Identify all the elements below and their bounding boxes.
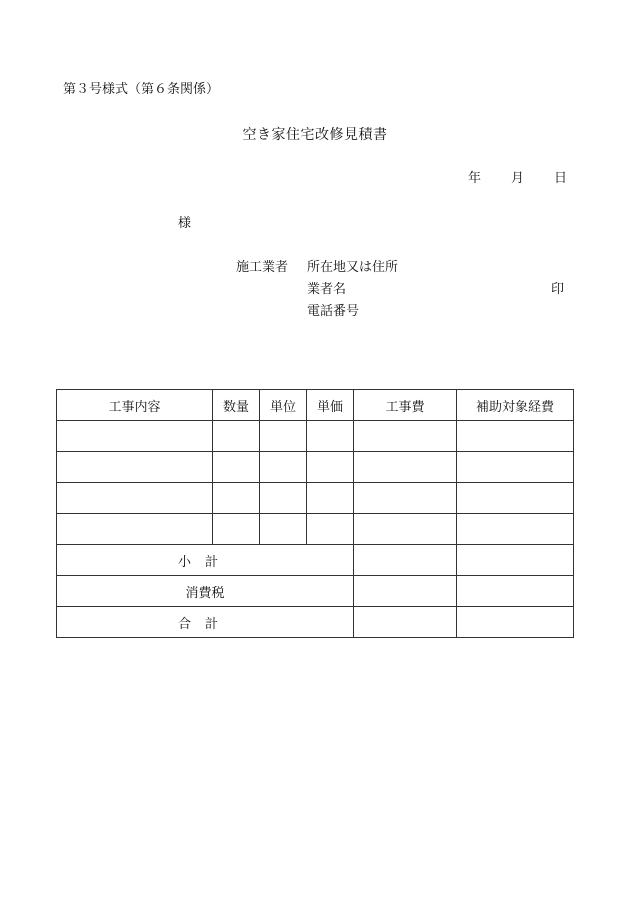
table-row (57, 514, 574, 545)
subtotal-eligible-cell[interactable] (457, 545, 574, 576)
tax-eligible-cell[interactable] (457, 576, 574, 607)
table-cell[interactable] (457, 421, 574, 452)
date-line (468, 172, 567, 185)
header-unit: 単位 (260, 390, 307, 421)
table-cell[interactable] (354, 483, 457, 514)
seal-mark: 印 (551, 282, 565, 297)
table-cell[interactable] (57, 514, 213, 545)
total-label: 合計 (57, 607, 354, 638)
table-cell[interactable] (260, 514, 307, 545)
table-row (57, 483, 574, 514)
address-label: 所在地又は住所 (307, 260, 399, 275)
table-cell[interactable] (57, 421, 213, 452)
tax-label: 消費税 (57, 576, 354, 607)
subtotal-row (57, 545, 574, 576)
contractor-label: 施工業者 (236, 260, 289, 275)
table-cell[interactable] (457, 452, 574, 483)
estimate-table (56, 389, 574, 638)
table-cell[interactable] (213, 514, 260, 545)
header-eligible-cost: 補助対象経費 (457, 390, 574, 421)
table-cell[interactable] (307, 452, 354, 483)
table-cell[interactable] (354, 514, 457, 545)
table-cell[interactable] (213, 452, 260, 483)
header-unit-price: 単価 (307, 390, 354, 421)
total-row (57, 607, 574, 638)
subtotal-cost-cell[interactable] (354, 545, 457, 576)
table-cell[interactable] (457, 514, 574, 545)
table-cell[interactable] (354, 421, 457, 452)
document-title: 空き家住宅改修見積書 (242, 127, 388, 143)
table-cell[interactable] (213, 421, 260, 452)
table-cell[interactable] (57, 452, 213, 483)
table-cell[interactable] (260, 483, 307, 514)
tax-cost-cell[interactable] (354, 576, 457, 607)
table-cell[interactable] (307, 514, 354, 545)
table-row (57, 452, 574, 483)
table-cell[interactable] (57, 483, 213, 514)
table-cell[interactable] (213, 483, 260, 514)
form-number: 第３号様式（第６条関係） (63, 82, 220, 97)
table-row (57, 421, 574, 452)
table-cell[interactable] (260, 421, 307, 452)
table-cell[interactable] (457, 483, 574, 514)
header-quantity: 数量 (213, 390, 260, 421)
table-cell[interactable] (307, 421, 354, 452)
total-eligible-cell[interactable] (457, 607, 574, 638)
company-name-label: 業者名 (307, 282, 347, 297)
subtotal-label: 小計 (57, 545, 354, 576)
table-header-row (57, 390, 574, 421)
total-cost-cell[interactable] (354, 607, 457, 638)
recipient-suffix: 様 (178, 216, 192, 231)
tax-row (57, 576, 574, 607)
date-day-label: 日 (554, 171, 568, 186)
phone-label: 電話番号 (307, 304, 360, 319)
date-year-label: 年 (468, 171, 482, 186)
header-construction-cost: 工事費 (354, 390, 457, 421)
header-work-description: 工事内容 (57, 390, 213, 421)
table-cell[interactable] (354, 452, 457, 483)
table-cell[interactable] (260, 452, 307, 483)
date-month-label: 月 (511, 171, 525, 186)
table-cell[interactable] (307, 483, 354, 514)
